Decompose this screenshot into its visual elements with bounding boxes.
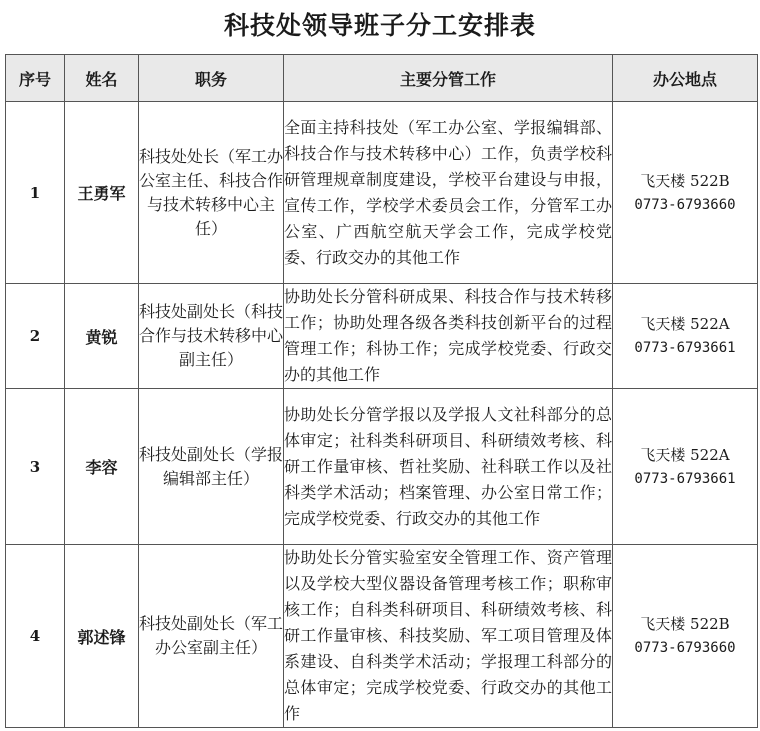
row-name: 王勇军 (65, 102, 139, 284)
office-building: 飞天楼 522B (640, 615, 730, 633)
row-office (613, 284, 758, 389)
header-duties: 主要分管工作 (284, 55, 613, 102)
row-name: 黄锐 (65, 284, 139, 389)
office-phone: 0773-6793661 (634, 470, 736, 487)
office-phone: 0773-6793660 (634, 640, 736, 656)
office-phone: 0773-6793661 (634, 340, 736, 356)
duty-table (5, 54, 758, 728)
header-office: 办公地点 (613, 55, 758, 102)
row-index: 4 (6, 545, 65, 728)
office-building: 飞天楼 522A (640, 445, 730, 464)
row-office (613, 102, 758, 284)
row-name: 郭述锋 (65, 545, 139, 728)
row-name: 李容 (65, 389, 139, 545)
row-position: 科技处副处长（军工办公室副主任） (139, 545, 284, 728)
row-index: 3 (6, 389, 65, 545)
office-building: 飞天楼 522A (640, 315, 730, 333)
table-row (6, 389, 758, 545)
row-position: 科技处处长（军工办公室主任、科技合作与技术转移中心主任） (139, 102, 284, 284)
header-position: 职务 (139, 55, 284, 102)
header-index: 序号 (6, 55, 65, 102)
page-title: 科技处领导班子分工安排表 (223, 11, 536, 40)
table-header-row (6, 55, 758, 102)
row-duties: 协助处长分管科研成果、科技合作与技术转移工作；协助处理各级各类科技创新平台的过程管理工作；科协工作；完成学校党委、行政交办的其他工作 (284, 284, 613, 389)
row-duties: 全面主持科技处（军工办公室、学报编辑部、科技合作与技术转移中心）工作，负责学校科研管理规章制度建设，学校平台建设与申报，宣传工作，学校学术委员会工作，分管军工办公室、广西航空航天学会工作，完成学校党委、行政交办的其他工作 (284, 102, 613, 284)
table-row (6, 102, 758, 284)
row-duties: 协助处长分管学报以及学报人文社科部分的总体审定；社科类科研项目、科研绩效考核、科研工作量审核、哲社奖励、社科联工作以及社科类学术活动；档案管理、办公室日常工作；完成学校党委、行政交办的其他工作 (284, 389, 613, 545)
table-row (6, 545, 758, 728)
row-duties: 协助处长分管实验室安全管理工作、资产管理以及学校大型仪器设备管理考核工作；职称审核工作；自科类科研项目、科研绩效考核、科研工作量审核、科技奖励、军工项目管理及体系建设、自科类学术活动；学报理工科部分的总体审定；完成学校党委、行政交办的其他工作 (284, 545, 613, 728)
row-index: 2 (6, 284, 65, 389)
header-name: 姓名 (65, 55, 139, 102)
table-row (6, 284, 758, 389)
row-office (613, 389, 758, 545)
row-office (613, 545, 758, 728)
row-position: 科技处副处长（学报编辑部主任） (139, 389, 284, 545)
row-index: 1 (6, 102, 65, 284)
office-building: 飞天楼 522B (640, 171, 730, 190)
office-phone: 0773-6793660 (634, 196, 736, 213)
row-position: 科技处副处长（科技合作与技术转移中心副主任） (139, 284, 284, 389)
